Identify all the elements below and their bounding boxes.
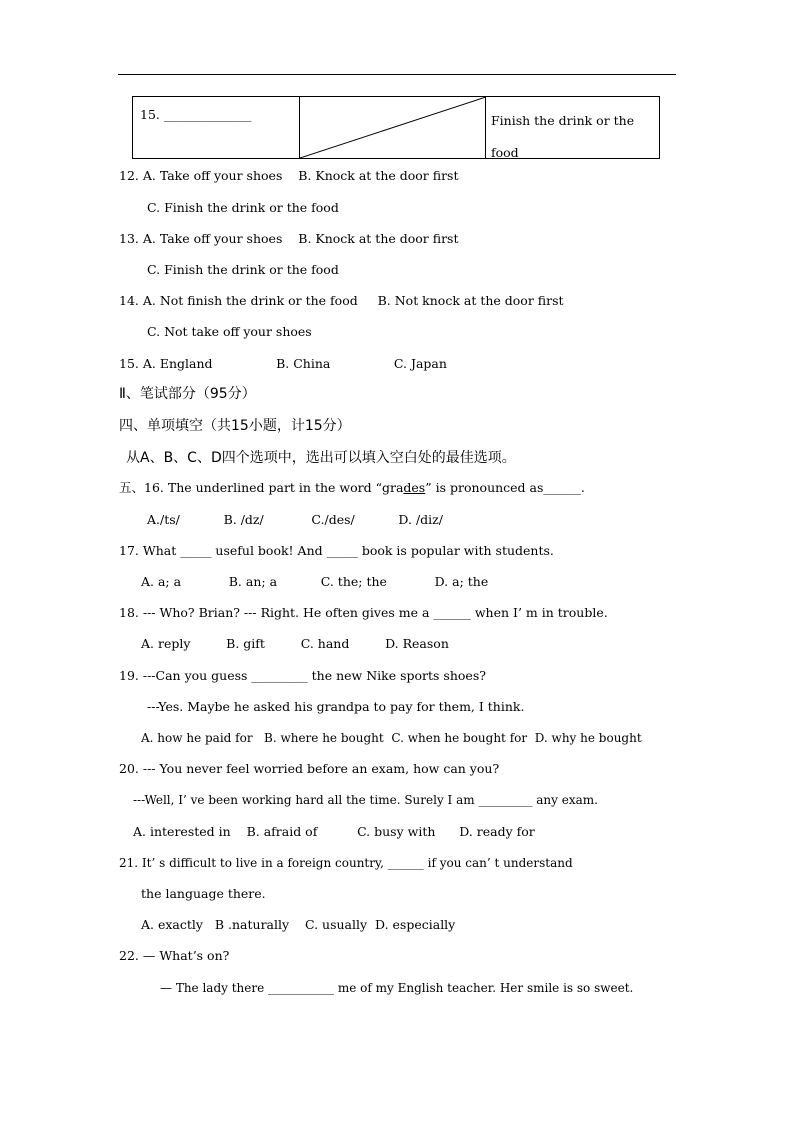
question-22-line2: — The lady there ___________ me of my English teacher. Her smile is so sweet.	[160, 981, 634, 995]
instructions: 从A、B、C、D四个选项中，选出可以填入空白处的最佳选项。	[126, 450, 516, 466]
underlined-part: des	[403, 480, 426, 495]
question-12-line2: C. Finish the drink or the food	[147, 200, 339, 215]
question-12-line1: 12. A. Take off your shoes B. Knock at the door first	[119, 168, 459, 183]
diagonal-line	[300, 97, 486, 158]
question-22: 22. — What’s on?	[119, 948, 230, 963]
question-16-post: ” is pronounced as______.	[425, 480, 585, 495]
answer-table	[132, 96, 660, 159]
question-19-options: A. how he paid for B. where he bought C. when he bought for D. why he bought	[141, 731, 642, 745]
table-cell-text: 15. ______________	[140, 107, 252, 122]
question-17-options: A. a; a B. an; a C. the; the D. a; the	[141, 574, 489, 589]
table-cell-text: Finish the drink or the food	[491, 113, 635, 160]
question-20-options: A. interested in B. afraid of C. busy with D. ready for	[133, 824, 535, 839]
question-14-line2: C. Not take off your shoes	[147, 324, 312, 339]
question-21: 21. It’ s difficult to live in a foreign country, ______ if you can’ t understand	[119, 856, 573, 870]
section-heading-written: Ⅱ、笔试部分（95分）	[119, 386, 256, 402]
table-cell-blank	[133, 97, 300, 158]
question-20-line2: ---Well, I’ ve been working hard all the time. Surely I am _________ any exam.	[133, 793, 598, 807]
question-18-options: A. reply B. gift C. hand D. Reason	[141, 636, 449, 651]
section-heading-single-choice: 四、单项填空（共15小题，计15分）	[119, 418, 351, 434]
question-18: 18. --- Who? Brian? --- Right. He often gives me a ______ when I’ m in trouble.	[119, 605, 608, 620]
question-16-pre: 五、16. The underlined part in the word “gra	[119, 480, 404, 495]
question-19: 19. ---Can you guess _________ the new Nike sports shoes?	[119, 668, 486, 683]
question-14-line1: 14. A. Not finish the drink or the food B. Not knock at the door first	[119, 293, 564, 308]
question-20: 20. --- You never feel worried before an exam, how can you?	[119, 761, 500, 776]
question-13-line1: 13. A. Take off your shoes B. Knock at the door first	[119, 231, 459, 246]
table-cell-diagonal	[300, 97, 486, 158]
question-21-options: A. exactly B .naturally C. usually D. especially	[141, 917, 456, 932]
question-17: 17. What _____ useful book! And _____ book is popular with students.	[119, 543, 554, 558]
question-13-line2: C. Finish the drink or the food	[147, 262, 339, 277]
table-cell-answer	[486, 97, 661, 158]
question-19-line2: ---Yes. Maybe he asked his grandpa to pay for them, I think.	[147, 699, 525, 714]
header-rule	[118, 74, 676, 75]
question-16-options: A./ts/ B. /dz/ C./des/ D. /diz/	[147, 512, 443, 527]
question-16	[119, 480, 585, 496]
question-21-line2: the language there.	[141, 886, 266, 901]
question-15: 15. A. England B. China C. Japan	[119, 356, 447, 371]
